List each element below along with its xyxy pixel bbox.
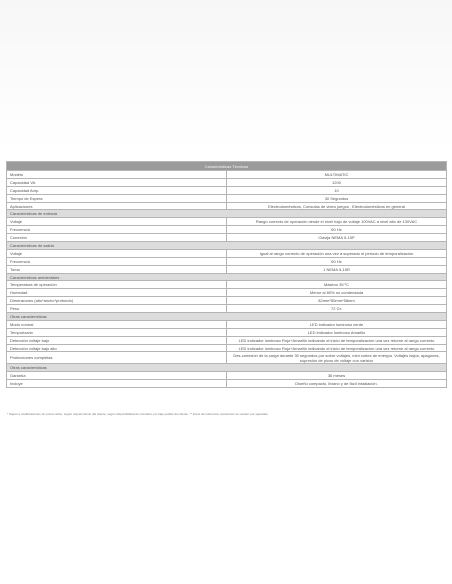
spec-value: 30 Segundos: [227, 194, 447, 202]
spec-label: Protecciones completas: [7, 352, 227, 364]
table-row: [7, 328, 447, 336]
background-shade: [0, 0, 452, 150]
spec-label: Capacidad VA: [7, 178, 227, 186]
spec-value: LED indicador luminoso Rojo+Amarillo indicando el inicio de temporalización una vez retorne al rango correcto: [227, 344, 447, 352]
section-header-row: [7, 313, 447, 321]
spec-value: Menor al 80% no condensada: [227, 289, 447, 297]
spec-value: Electrodomésticos, Consolas de video juegos , Electrodomésticos en general: [227, 202, 447, 210]
table-row: [7, 202, 447, 210]
table-row: [7, 194, 447, 202]
table-row: [7, 336, 447, 344]
spec-label: Frecuencia: [7, 226, 227, 234]
table-row: [7, 305, 447, 313]
table-row: [7, 226, 447, 234]
spec-value: 36 meses: [227, 372, 447, 380]
spec-value: 82mm*50mm*58mm: [227, 297, 447, 305]
spec-label: Garantía: [7, 372, 227, 380]
table-row: [7, 380, 447, 388]
spec-value: LED indicador luminoso Amarillo: [227, 328, 447, 336]
table-row: [7, 265, 447, 273]
section-header: Características de salida: [7, 242, 447, 250]
spec-label: Temporizado: [7, 328, 227, 336]
footnote: * Sujeto a modificaciones sin previo aviso, según requerimiento del cliente, según disponibilidad de inventario y/o bajo pedido del cliente. ** Fotos de referencia, accesorios se venden por separado.: [7, 412, 269, 416]
spec-value: 10: [227, 186, 447, 194]
spec-table-body: [7, 171, 447, 388]
spec-label: Aplicaciones: [7, 202, 227, 210]
spec-label: Modo normal: [7, 320, 227, 328]
spec-value: MULTIMATIC: [227, 171, 447, 179]
spec-value: Máximo 35 ºC: [227, 281, 447, 289]
spec-value: 60 Hz: [227, 226, 447, 234]
table-row: [7, 297, 447, 305]
spec-value: LED indicador luminoso Rojo+Amarillo indicando el inicio de temporalización una vez retorne al rango correcto: [227, 336, 447, 344]
table-row: [7, 178, 447, 186]
spec-value: 72 Gr.: [227, 305, 447, 313]
spec-label: Voltaje: [7, 218, 227, 226]
table-row: [7, 320, 447, 328]
spec-value: Igual al rango correcto de operación una vez a superado el periodo de temporalización: [227, 249, 447, 257]
spec-label: Incluye: [7, 380, 227, 388]
table-row: [7, 352, 447, 364]
spec-value: Rango correcto de operación desde el nivel bajo de voltaje 100VAC a nivel alto de 130VAC: [227, 218, 447, 226]
table-row: [7, 289, 447, 297]
table-row: [7, 234, 447, 242]
spec-value: 60 Hz: [227, 257, 447, 265]
spec-label: Frecuencia: [7, 257, 227, 265]
section-header: Características de entrada: [7, 210, 447, 218]
spec-label: Voltaje: [7, 249, 227, 257]
spec-label: Modelo: [7, 171, 227, 179]
spec-value: LED indicador luminoso verde: [227, 320, 447, 328]
spec-label: Humedad: [7, 289, 227, 297]
section-header-row: [7, 273, 447, 281]
table-row: [7, 249, 447, 257]
section-header: Características ambientales: [7, 273, 447, 281]
section-header-row: [7, 242, 447, 250]
section-header: Otras características: [7, 313, 447, 321]
section-header-row: [7, 364, 447, 372]
table-row: [7, 186, 447, 194]
spec-label: Capacidad Amp.: [7, 186, 227, 194]
spec-label: Conexión: [7, 234, 227, 242]
spec-label: Peso: [7, 305, 227, 313]
table-row: [7, 257, 447, 265]
spec-label: Toma: [7, 265, 227, 273]
spec-table: [6, 161, 447, 388]
table-row: [7, 171, 447, 179]
spec-label: Detección voltaje bajo: [7, 336, 227, 344]
spec-label: Tiempo de Espera: [7, 194, 227, 202]
spec-value: Clavija NEMA 5-15P: [227, 234, 447, 242]
section-header-row: [7, 210, 447, 218]
spec-label: Dimensiones (alto*ancho*profundo): [7, 297, 227, 305]
spec-value: 1 NEMA 5-15R: [227, 265, 447, 273]
table-row: [7, 218, 447, 226]
table-row: [7, 344, 447, 352]
table-title: Caracteristicas Técnicas: [7, 162, 447, 171]
spec-value: Des-conexión de la carga durante 30 segundos por sobre voltajes, mini cortes de energía. Voltajes bajos, apagones, supresión de picos de voltaje con varistor: [227, 352, 447, 364]
spec-label: Temperatura de operación: [7, 281, 227, 289]
section-header: Otras características: [7, 364, 447, 372]
table-row: [7, 281, 447, 289]
spec-label: Detección voltaje bajo alto: [7, 344, 227, 352]
spec-value: 1200: [227, 178, 447, 186]
table-row: [7, 372, 447, 380]
spec-value: Diseño compacto, liviano y de fácil instalación.: [227, 380, 447, 388]
